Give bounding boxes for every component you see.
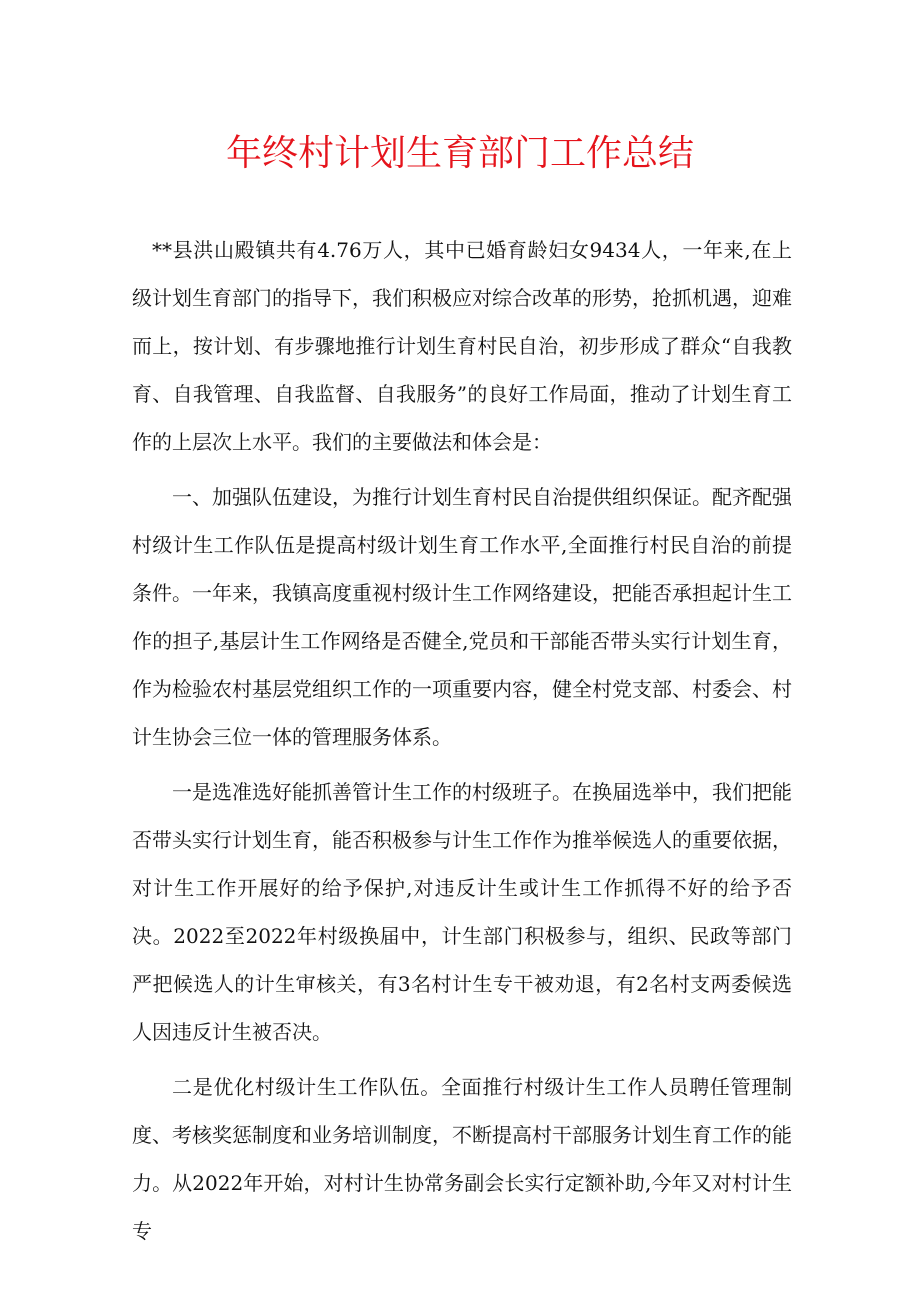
paragraph-point-one: 一是选准选好能抓善管计生工作的村级班子。在换届选举中，我们把能否带头实行计划生育，能否积极参与计生工作作为推举候选人的重要依据，对计生工作开展好的给予保护,对违反计生或计生工作抓得不好的给予否决。2022至2022年村级换届中，计生部门积极参与，组织、民政等部门严把候选人的计生审核关，有3名村计生专干被劝退，有2名村支两委候选人因违反计生被否决。 bbox=[132, 780, 792, 1044]
paragraph-intro: **县洪山殿镇共有4.76万人，其中已婚育龄妇女9434人，一年来,在上级计划生育部门的指导下，我们积极应对综合改革的形势，抢抓机遇，迎难而上，按计划、有步骤地推行计划生育村民自治，初步形成了群众“自我教育、自我管理、自我监督、自我服务”的良好工作局面，推动了计划生育工作的上层次上水平。我们的主要做法和体会是： bbox=[132, 238, 792, 454]
document-title: 年终村计划生育部门工作总结 bbox=[225, 133, 694, 174]
paragraph-section-one: 一、加强队伍建设，为推行计划生育村民自治提供组织保证。配齐配强村级计生工作队伍是提高村级计划生育工作水平,全面推行村民自治的前提条件。一年来，我镇高度重视村级计生工作网络建设，把能否承担起计生工作的担子,基层计生工作网络是否健全,党员和干部能否带头实行计划生育，作为检验农村基层党组织工作的一项重要内容，健全村党支部、村委会、村计生协会三位一体的管理服务体系。 bbox=[132, 485, 792, 749]
paragraph-point-two: 二是优化村级计生工作队伍。全面推行村级计生工作人员聘任管理制度、考核奖惩制度和业务培训制度，不断提高村干部服务计划生育工作的能力。从2022年开始，对村计生协常务副会长实行定额补助,今年又对村计生专 bbox=[132, 1075, 792, 1243]
document-body bbox=[132, 226, 792, 1262]
